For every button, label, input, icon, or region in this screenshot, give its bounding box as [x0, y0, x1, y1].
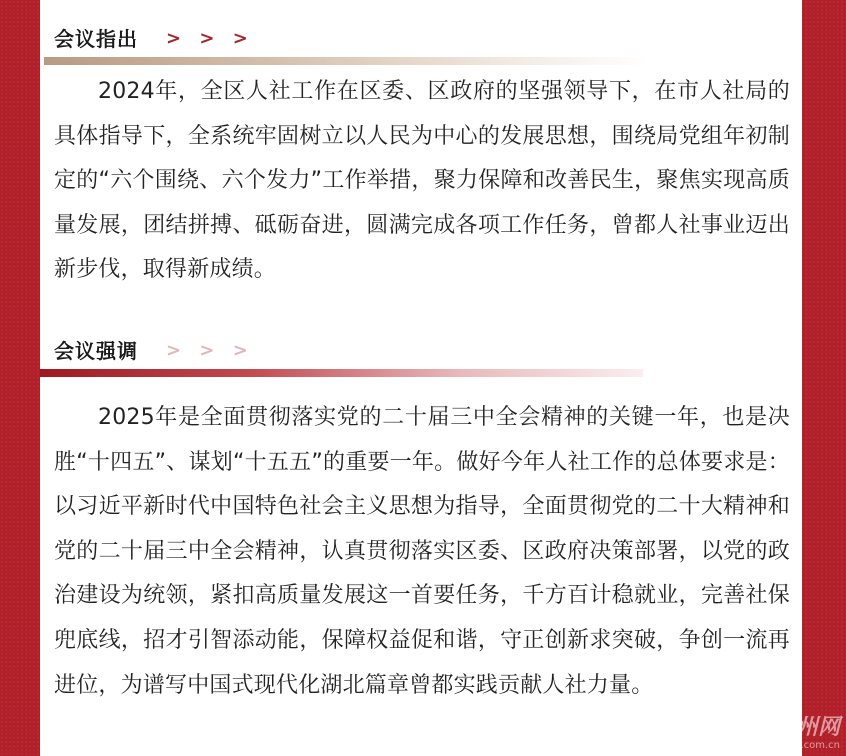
site-watermark [740, 716, 840, 752]
chevron-right-icon: > > > [166, 28, 254, 49]
section-header-meeting-emphasized [40, 312, 802, 372]
chevron-right-icon: > > > [166, 340, 254, 361]
section-paragraph: 2025年是全面贯彻落实党的二十届三中全会精神的关键一年，也是决胜“十四五”、谋划“十五五”的重要一年。做好今年人社工作的总体要求是：以习近平新时代中国特色社会主义思想为指导，全面贯彻党的二十大精神和党的二十届三中全会精神，认真贯彻落实区委、区政府决策部署，以党的政治建设为统领，紧扣高质量发展这一首要任务，千方百计稳就业，完善社保兜底线，招才引智添动能，保障权益促和谐，守正创新求突破，争创一流再进位，为谱写中国式现代化湖北篇章曾都实践贡献人社力量。 [54, 405, 790, 698]
section-title: 会议强调 [54, 339, 138, 363]
watermark-url: www.jznews.com.cn [739, 740, 840, 751]
article-card [40, 0, 802, 756]
section-underline-bar [44, 57, 647, 65]
section-underline-bar [40, 369, 643, 377]
section-paragraph: 2024年，全区人社工作在区委、区政府的坚强领导下，在市人社局的具体指导下，全系统牢固树立以人民为中心的发展思想，围绕局党组年初制定的“六个围绕、六个发力”工作举措，聚力保障和改善民生，聚焦实现高质量发展，团结拼搏、砥砺奋进，圆满完成各项工作任务，曾都人社事业迈出新步伐，取得新成绩。 [54, 79, 790, 283]
section-header-meeting-pointed-out [40, 0, 802, 60]
watermark-logo-text: 荆州网 [773, 715, 840, 740]
section-title: 会议指出 [54, 27, 138, 51]
